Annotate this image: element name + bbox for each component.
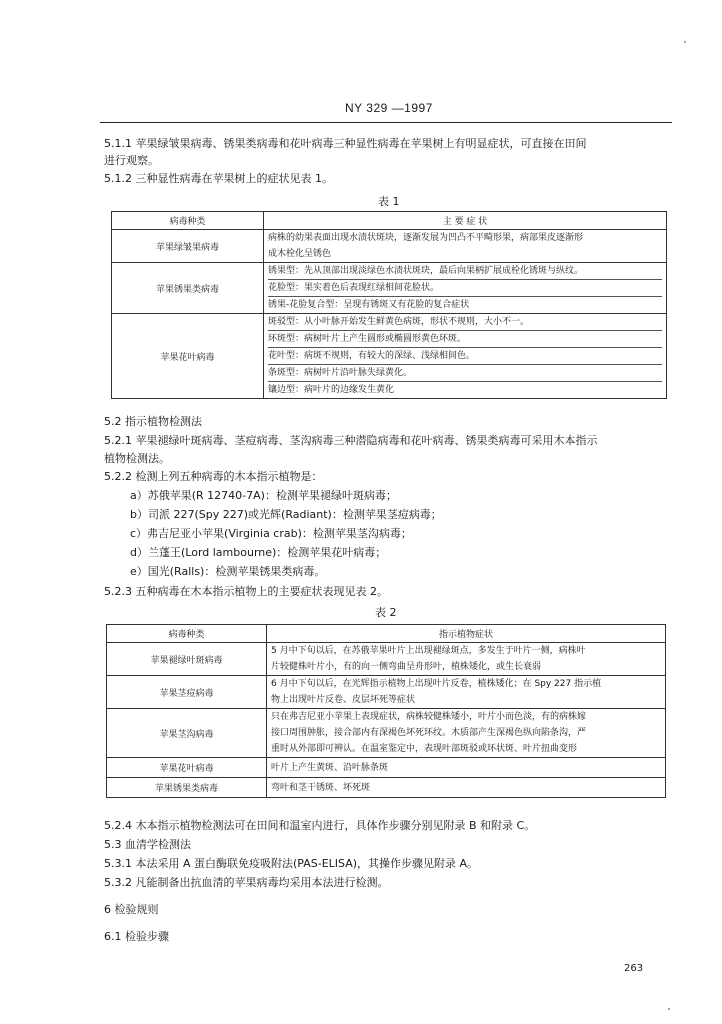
symptom-cell — [267, 778, 666, 798]
symptom-cell — [264, 230, 667, 263]
virus-name: 苹果锈果类病毒 — [107, 778, 267, 798]
symptom-line: 5 月中下旬以后，在苏俄苹果叶片上出现褪绿斑点，多发生于叶片一侧，病株叶 — [271, 646, 586, 656]
para-5-1-1-line2: 进行观察。 — [104, 154, 159, 167]
para-5-2-1-line1: 5.2.1 苹果褪绿叶斑病毒、茎痘病毒、茎沟病毒三种潜隐病毒和花叶病毒、锈果类病毒可采用木本指示 — [104, 434, 598, 447]
table2-col2-header: 指示植物症状 — [267, 625, 666, 643]
para-5-2-2-intro: 5.2.2 检测上列五种病毒的木本指示植物是： — [104, 470, 323, 483]
para-5-1-1-line1: 5.1.1 苹果绿皱果病毒、锈果类病毒和花叶病毒三种显性病毒在苹果树上有明显症状，可直接在田间 — [104, 137, 587, 150]
table1 — [111, 211, 667, 399]
symptom-line: 物上出现叶片反卷、皮层坏死等症状 — [271, 695, 416, 705]
table-row — [112, 230, 667, 263]
symptom-cell — [264, 263, 667, 314]
table1-header-row — [112, 212, 667, 230]
table-row — [112, 263, 667, 314]
table2-caption: 表 2 — [375, 606, 397, 619]
virus-name: 苹果褪绿叶斑病毒 — [107, 643, 267, 676]
symptom-line: 成木栓化呈锈色 — [268, 249, 332, 259]
section-6-1-title: 6.1 检验步骤 — [104, 930, 169, 943]
table1-col2-header: 主 要 症 状 — [264, 212, 667, 230]
symptom-line: 锈果-花脸复合型：呈现有锈斑又有花脸的复合症状 — [268, 300, 470, 310]
table-row — [107, 758, 666, 778]
virus-name: 苹果花叶病毒 — [107, 758, 267, 778]
symptom-line: 条斑型：病树叶片沿叶脉失绿黄化。 — [268, 365, 662, 382]
table1-col1-header: 病毒种类 — [112, 212, 264, 230]
table2 — [106, 624, 666, 798]
section-5-2-title: 5.2 指示植物检测法 — [104, 415, 202, 428]
para-5-1-2: 5.1.2 三种显性病毒在苹果树上的症状见表 1。 — [104, 172, 333, 185]
table-row — [112, 314, 667, 399]
symptom-cell — [267, 676, 666, 709]
symptom-line: 病株的幼果表面出现水渍状斑块，逐渐发展为凹凸不平畸形果，病部果皮逐渐形 — [268, 233, 584, 243]
symptom-line: 弯叶和茎干锈斑、坏死斑 — [271, 782, 371, 793]
para-5-2-4: 5.2.4 木本指示植物检测法可在田间和温室内进行，具体作步骤分别见附录 B 和附录 C。 — [104, 819, 536, 832]
table-row — [107, 709, 666, 758]
indicator-item-e: e）国光(Ralls)：检测苹果锈果类病毒。 — [130, 565, 326, 578]
symptom-line: 环斑型：病树叶片上产生圆形或椭圆形黄色环斑。 — [268, 331, 662, 348]
symptom-cell — [267, 758, 666, 778]
table2-header-row — [107, 625, 666, 643]
virus-name: 苹果绿皱果病毒 — [112, 230, 264, 263]
section-5-3-title: 5.3 血清学检测法 — [104, 838, 191, 851]
symptom-line: 片较健株叶片小，有的向一侧弯曲呈舟形叶，植株矮化，或生长衰弱 — [271, 662, 542, 672]
para-5-2-1-line2: 植物检测法。 — [104, 452, 170, 465]
para-5-3-1: 5.3.1 本法采用 A 蛋白酶联免疫吸附法(PAS-ELISA)，其操作步骤见附录 A。 — [104, 857, 479, 870]
para-5-3-2: 5.3.2 凡能制备出抗血清的苹果病毒均采用本法进行检测。 — [104, 876, 389, 889]
table1-caption: 表 1 — [378, 195, 400, 208]
symptom-line: 镶边型：病叶片的边缘发生黄化 — [268, 385, 395, 395]
symptom-line: 接口周围肿胀，接合部内有深褐色坏死环纹。木质部产生深褐色纵向陷条沟，严 — [271, 728, 587, 738]
symptom-line: 叶片上产生黄斑、沿叶脉条斑 — [271, 762, 389, 773]
symptom-line: 6 月中下旬以后，在光辉指示植物上出现叶片反卷，植株矮化；在 Spy 227 指示植 — [271, 679, 602, 689]
table-row — [107, 643, 666, 676]
virus-name: 苹果锈果类病毒 — [112, 263, 264, 314]
indicator-item-c: c）弗吉尼亚小苹果(Virginia crab)：检测苹果茎沟病毒； — [130, 527, 412, 540]
symptom-line: 斑驳型：从小叶脉开始发生鲜黄色病斑，形状不规则，大小不一。 — [268, 314, 662, 331]
scan-speck — [684, 41, 686, 43]
symptom-line: 花叶型：病斑不规则，有较大的深绿、浅绿相间色。 — [268, 348, 662, 365]
table2-col1-header: 病毒种类 — [107, 625, 267, 643]
page-number: 263 — [624, 963, 644, 974]
symptom-line: 重时从外部即可辨认。在温室鉴定中，表现叶部斑驳或环状斑、叶片扭曲变形 — [271, 744, 578, 754]
indicator-item-a: a）苏俄苹果(R 12740-7A)：检测苹果褪绿叶斑病毒； — [130, 489, 397, 502]
symptom-line: 花脸型：果实着色后表现红绿相间花脸状。 — [268, 280, 662, 297]
symptom-cell — [264, 314, 667, 399]
virus-name: 苹果茎痘病毒 — [107, 676, 267, 709]
symptom-line: 锈果型：先从顶部出现淡绿色水渍状斑块，最后向果柄扩展成栓化锈斑与纵纹。 — [268, 263, 662, 280]
symptom-cell — [267, 643, 666, 676]
table-row — [107, 778, 666, 798]
header-rule — [100, 122, 672, 123]
para-5-2-3: 5.2.3 五种病毒在木本指示植物上的主要症状表现见表 2。 — [104, 585, 388, 598]
section-6-title: 6 检验规则 — [104, 903, 159, 916]
table-row — [107, 676, 666, 709]
indicator-item-b: b）司派 227(Spy 227)或光辉(Radiant)：检测苹果茎痘病毒； — [130, 508, 442, 521]
standard-number: NY 329 —1997 — [345, 101, 433, 115]
virus-name: 苹果茎沟病毒 — [107, 709, 267, 758]
symptom-cell — [267, 709, 666, 758]
indicator-item-d: d）兰蓬王(Lord lambourne)：检测苹果花叶病毒； — [130, 546, 387, 559]
symptom-line: 只在弗吉尼亚小苹果上表现症状，病株较健株矮小，叶片小而色淡，有的病株嫁 — [271, 712, 587, 722]
scan-speck — [668, 1008, 670, 1010]
virus-name: 苹果花叶病毒 — [112, 314, 264, 399]
